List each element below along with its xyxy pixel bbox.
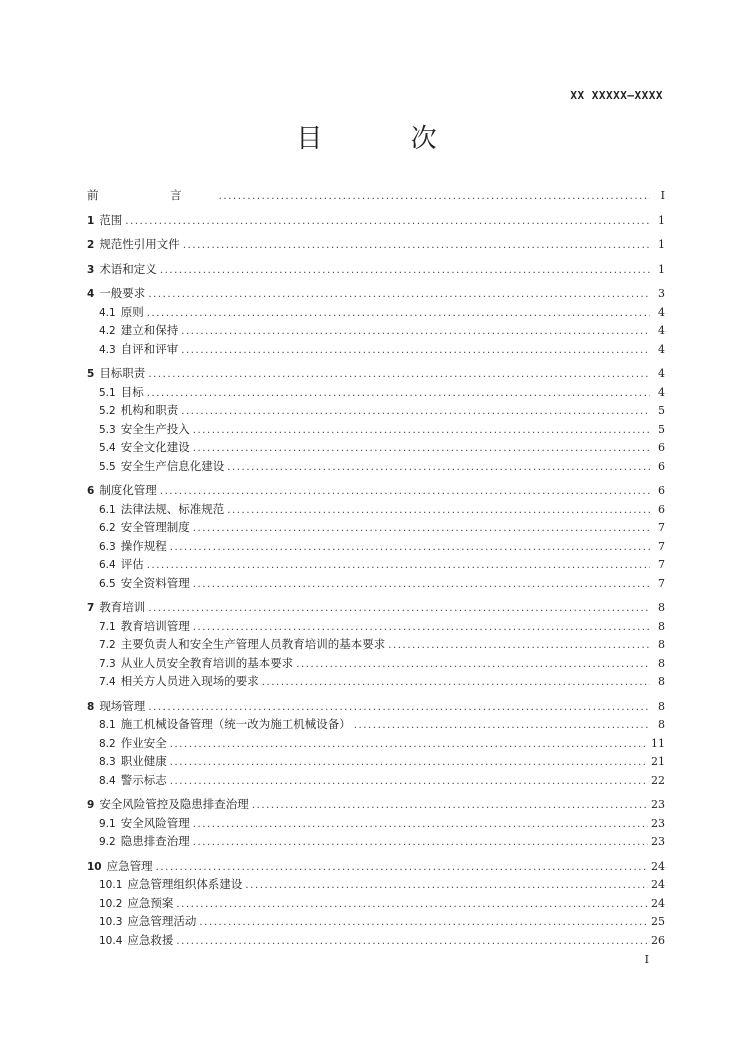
toc-entry-page: 4 xyxy=(658,324,665,337)
toc-entry[interactable] xyxy=(87,537,665,556)
toc-entry-page: 5 xyxy=(658,422,665,436)
toc-dot-leader xyxy=(193,440,650,459)
toc-entry-page: 4 xyxy=(658,385,665,399)
toc-entry-number: 6.2 xyxy=(99,522,116,534)
toc-entry[interactable] xyxy=(87,635,665,654)
toc-entry-label: 教育培训管理 xyxy=(120,618,190,633)
toc-dot-leader xyxy=(354,717,650,736)
toc-entry-page: 4 xyxy=(658,305,665,319)
toc-entry-label: 安全资料管理 xyxy=(120,575,190,590)
toc-entry[interactable] xyxy=(87,672,665,691)
toc-entry[interactable] xyxy=(87,364,665,383)
toc-dot-leader xyxy=(262,674,650,693)
toc-entry-label: 应急管理活动 xyxy=(127,914,197,928)
toc-dot-leader xyxy=(252,797,648,816)
toc-entry-number: 6.3 xyxy=(99,540,116,553)
toc-entry-label: 评估 xyxy=(120,557,144,571)
toc-entry-page: 1 xyxy=(658,213,665,227)
toc-entry-number: 5.5 xyxy=(99,460,116,473)
toc-entry-number: 6 xyxy=(87,485,95,497)
toc-entry-number: 6.1 xyxy=(99,503,116,516)
toc-entry-label: 规范性引用文件 xyxy=(99,237,180,251)
toc-entry[interactable] xyxy=(87,457,665,476)
toc-dot-leader xyxy=(199,914,648,933)
toc-entry-page: 6 xyxy=(658,459,665,473)
toc-entry-number: 7.2 xyxy=(99,639,116,651)
toc-entry[interactable] xyxy=(87,340,665,359)
toc-entry[interactable] xyxy=(87,832,665,851)
toc-entry-page: 6 xyxy=(658,484,665,497)
toc-entry[interactable] xyxy=(87,795,665,814)
toc-entry-number: 8.3 xyxy=(99,756,116,768)
toc-entry-label: 隐患排查治理 xyxy=(120,834,190,848)
toc-entry-label: 主要负责人和安全生产管理人员教育培训的基本要求 xyxy=(120,637,386,651)
toc-entry[interactable] xyxy=(87,518,665,537)
toc-entry-page: 22 xyxy=(651,773,665,787)
toc-entry-number: 8.1 xyxy=(99,719,116,731)
toc-entry[interactable] xyxy=(87,481,665,500)
table-of-contents xyxy=(87,186,665,949)
toc-entry-label: 作业安全 xyxy=(120,735,167,750)
toc-dot-leader xyxy=(227,459,650,478)
toc-dot-leader xyxy=(148,600,650,619)
toc-entry-label: 安全风险管理 xyxy=(120,815,190,830)
toc-entry-label: 安全文化建设 xyxy=(120,440,190,454)
toc-entry-page: 25 xyxy=(651,915,665,928)
toc-entry-label: 应急管理组织体系建设 xyxy=(127,877,243,891)
toc-dot-leader xyxy=(170,539,650,558)
toc-entry-page: 1 xyxy=(658,262,665,276)
toc-entry-page: 24 xyxy=(651,859,665,873)
toc-entry-label: 原则 xyxy=(120,304,144,319)
toc-entry-page: 4 xyxy=(658,342,665,356)
toc-dot-leader xyxy=(193,576,650,595)
toc-entry-label: 应急预案 xyxy=(127,895,174,910)
toc-entry[interactable] xyxy=(87,260,665,279)
toc-entry[interactable] xyxy=(87,912,665,931)
toc-entry-number: 7 xyxy=(87,602,95,614)
toc-entry-page: 23 xyxy=(651,816,665,830)
toc-entry-number: 7.4 xyxy=(99,676,116,688)
toc-entry[interactable] xyxy=(87,875,665,894)
toc-entry-number: 8 xyxy=(87,700,95,713)
toc-entry-label: 范围 xyxy=(99,212,123,227)
toc-entry-label: 应急救援 xyxy=(127,932,174,947)
toc-entry-label: 职业健康 xyxy=(120,754,167,768)
toc-entry-page: 23 xyxy=(651,798,665,811)
toc-entry-label: 目标职责 xyxy=(99,366,146,380)
toc-entry-label: 相关方人员进入现场的要求 xyxy=(120,674,259,688)
toc-entry[interactable] xyxy=(87,814,665,833)
toc-dot-leader xyxy=(148,286,650,305)
toc-entry-page: 5 xyxy=(658,404,665,417)
toc-dot-leader xyxy=(147,557,650,576)
toc-entry-label: 施工机械设备管理（统一改为施工机械设备） xyxy=(120,717,351,731)
toc-entry-number: 10.3 xyxy=(99,916,123,928)
toc-entry[interactable] xyxy=(87,894,665,913)
toc-entry-number: 4.1 xyxy=(99,306,116,319)
toc-entry-number: 5 xyxy=(87,368,95,380)
toc-dot-leader xyxy=(147,305,650,324)
toc-entry-number: 7.3 xyxy=(99,657,116,670)
toc-entry-page: I xyxy=(660,189,665,202)
toc-dot-leader xyxy=(193,834,648,853)
toc-entry-page: 7 xyxy=(658,521,665,534)
toc-entry-number: 8.2 xyxy=(99,737,116,750)
toc-entry-number: 9.1 xyxy=(99,817,116,830)
toc-entry-number: 8.4 xyxy=(99,774,116,787)
toc-entry-page: 21 xyxy=(651,755,665,768)
toc-entry-page: 24 xyxy=(651,896,665,910)
toc-entry-number: 10.4 xyxy=(99,934,123,947)
toc-entry-label: 安全风险管控及隐患排查治理 xyxy=(99,797,249,811)
toc-entry[interactable] xyxy=(87,186,665,205)
toc-entry[interactable] xyxy=(87,284,665,303)
toc-dot-leader xyxy=(176,896,648,915)
toc-entry[interactable] xyxy=(87,617,665,636)
toc-entry-page: 6 xyxy=(658,441,665,454)
toc-dot-leader xyxy=(170,773,648,792)
toc-entry-label: 操作规程 xyxy=(120,538,167,553)
toc-entry-label: 教育培训 xyxy=(99,600,146,614)
toc-entry-number: 9 xyxy=(87,799,95,811)
toc-entry-label: 安全生产投入 xyxy=(120,421,190,436)
toc-entry-number: 4 xyxy=(87,288,95,300)
toc-entry-page: 8 xyxy=(658,656,665,670)
toc-entry[interactable] xyxy=(87,931,665,950)
toc-entry-number: 9.2 xyxy=(99,836,116,848)
toc-entry-page: 1 xyxy=(658,238,665,251)
toc-entry-number: 10.2 xyxy=(99,897,123,910)
toc-dot-leader xyxy=(170,754,648,773)
toc-dot-leader xyxy=(125,213,650,232)
toc-entry[interactable] xyxy=(87,555,665,574)
toc-entry-number: 6.4 xyxy=(99,559,116,571)
toc-dot-leader xyxy=(193,422,650,441)
toc-entry-page: 26 xyxy=(651,933,665,947)
toc-entry-label: 目标 xyxy=(120,384,144,399)
toc-entry-page: 11 xyxy=(651,736,665,750)
toc-dot-leader xyxy=(148,366,650,385)
toc-entry-page: 8 xyxy=(658,638,665,651)
toc-entry-label: 安全生产信息化建设 xyxy=(120,458,225,473)
page-title: 目 次 xyxy=(296,124,477,154)
toc-entry-label: 前 言 xyxy=(87,188,216,202)
toc-dot-leader xyxy=(193,520,650,539)
toc-entry-number: 5.3 xyxy=(99,423,116,436)
toc-entry-page: 6 xyxy=(658,502,665,516)
toc-entry[interactable] xyxy=(87,321,665,340)
toc-entry-number: 6.5 xyxy=(99,577,116,590)
toc-entry-page: 7 xyxy=(658,576,665,590)
toc-entry-number: 3 xyxy=(87,263,95,276)
toc-dot-leader xyxy=(147,385,650,404)
toc-entry-page: 8 xyxy=(658,619,665,633)
toc-entry[interactable] xyxy=(87,303,665,322)
toc-entry-label: 术语和定义 xyxy=(99,261,157,276)
toc-entry-label: 现场管理 xyxy=(99,698,146,713)
toc-dot-leader xyxy=(181,403,650,422)
toc-entry-page: 8 xyxy=(658,601,665,614)
toc-entry-label: 应急管理 xyxy=(106,858,153,873)
document-code: XX XXXXX—XXXX xyxy=(570,89,663,102)
toc-entry-page: 24 xyxy=(651,878,665,891)
toc-entry-number: 5.1 xyxy=(99,386,116,399)
toc-entry-number: 5.2 xyxy=(99,405,116,417)
toc-entry-page: 23 xyxy=(651,835,665,848)
toc-dot-leader xyxy=(227,502,650,521)
toc-entry-label: 一般要求 xyxy=(99,286,146,300)
toc-entry-number: 4.2 xyxy=(99,325,116,337)
toc-entry[interactable] xyxy=(87,235,665,254)
toc-entry-number: 7.1 xyxy=(99,620,116,633)
toc-entry[interactable] xyxy=(87,598,665,617)
toc-dot-leader xyxy=(219,188,650,207)
toc-entry-number: 2 xyxy=(87,239,95,251)
toc-entry[interactable] xyxy=(87,574,665,593)
toc-entry-page: 8 xyxy=(658,675,665,688)
toc-entry-number: 1 xyxy=(87,214,95,227)
toc-entry-label: 制度化管理 xyxy=(99,483,157,497)
toc-entry-page: 7 xyxy=(658,558,665,571)
toc-entry-number: 10 xyxy=(87,860,102,873)
toc-dot-leader xyxy=(388,637,650,656)
toc-entry[interactable] xyxy=(87,734,665,753)
toc-entry[interactable] xyxy=(87,697,665,716)
toc-entry-number: 4.3 xyxy=(99,343,116,356)
toc-entry-page: 8 xyxy=(658,699,665,713)
toc-entry[interactable] xyxy=(87,857,665,876)
toc-entry[interactable] xyxy=(87,752,665,771)
toc-dot-leader xyxy=(181,323,650,342)
toc-entry-number: 5.4 xyxy=(99,442,116,454)
toc-entry-number: 10.1 xyxy=(99,879,123,891)
toc-entry[interactable] xyxy=(87,438,665,457)
toc-entry[interactable] xyxy=(87,771,665,790)
toc-entry-label: 机构和职责 xyxy=(120,403,179,417)
toc-dot-leader xyxy=(181,342,650,361)
toc-entry-label: 建立和保持 xyxy=(120,323,179,337)
toc-entry[interactable] xyxy=(87,383,665,402)
toc-entry[interactable] xyxy=(87,420,665,439)
toc-entry-page: 4 xyxy=(658,367,665,380)
toc-dot-leader xyxy=(296,656,650,675)
toc-dot-leader xyxy=(193,816,648,835)
toc-dot-leader xyxy=(183,237,650,256)
toc-entry-label: 警示标志 xyxy=(120,772,167,787)
toc-entry[interactable] xyxy=(87,211,665,230)
toc-entry-label: 法律法规、标准规范 xyxy=(120,501,225,516)
toc-entry[interactable] xyxy=(87,715,665,734)
toc-entry-page: 3 xyxy=(658,287,665,300)
toc-entry-label: 安全管理制度 xyxy=(120,520,190,534)
page-number: I xyxy=(644,953,649,966)
toc-dot-leader xyxy=(160,483,650,502)
toc-entry-label: 自评和评审 xyxy=(120,341,179,356)
toc-dot-leader xyxy=(176,933,648,952)
toc-entry-page: 8 xyxy=(658,718,665,731)
toc-entry-page: 7 xyxy=(658,539,665,553)
toc-entry[interactable] xyxy=(87,401,665,420)
toc-dot-leader xyxy=(170,736,648,755)
toc-dot-leader xyxy=(245,877,648,896)
toc-entry-label: 从业人员安全教育培训的基本要求 xyxy=(120,655,294,670)
toc-dot-leader xyxy=(160,262,650,281)
toc-entry[interactable] xyxy=(87,654,665,673)
toc-entry[interactable] xyxy=(87,500,665,519)
